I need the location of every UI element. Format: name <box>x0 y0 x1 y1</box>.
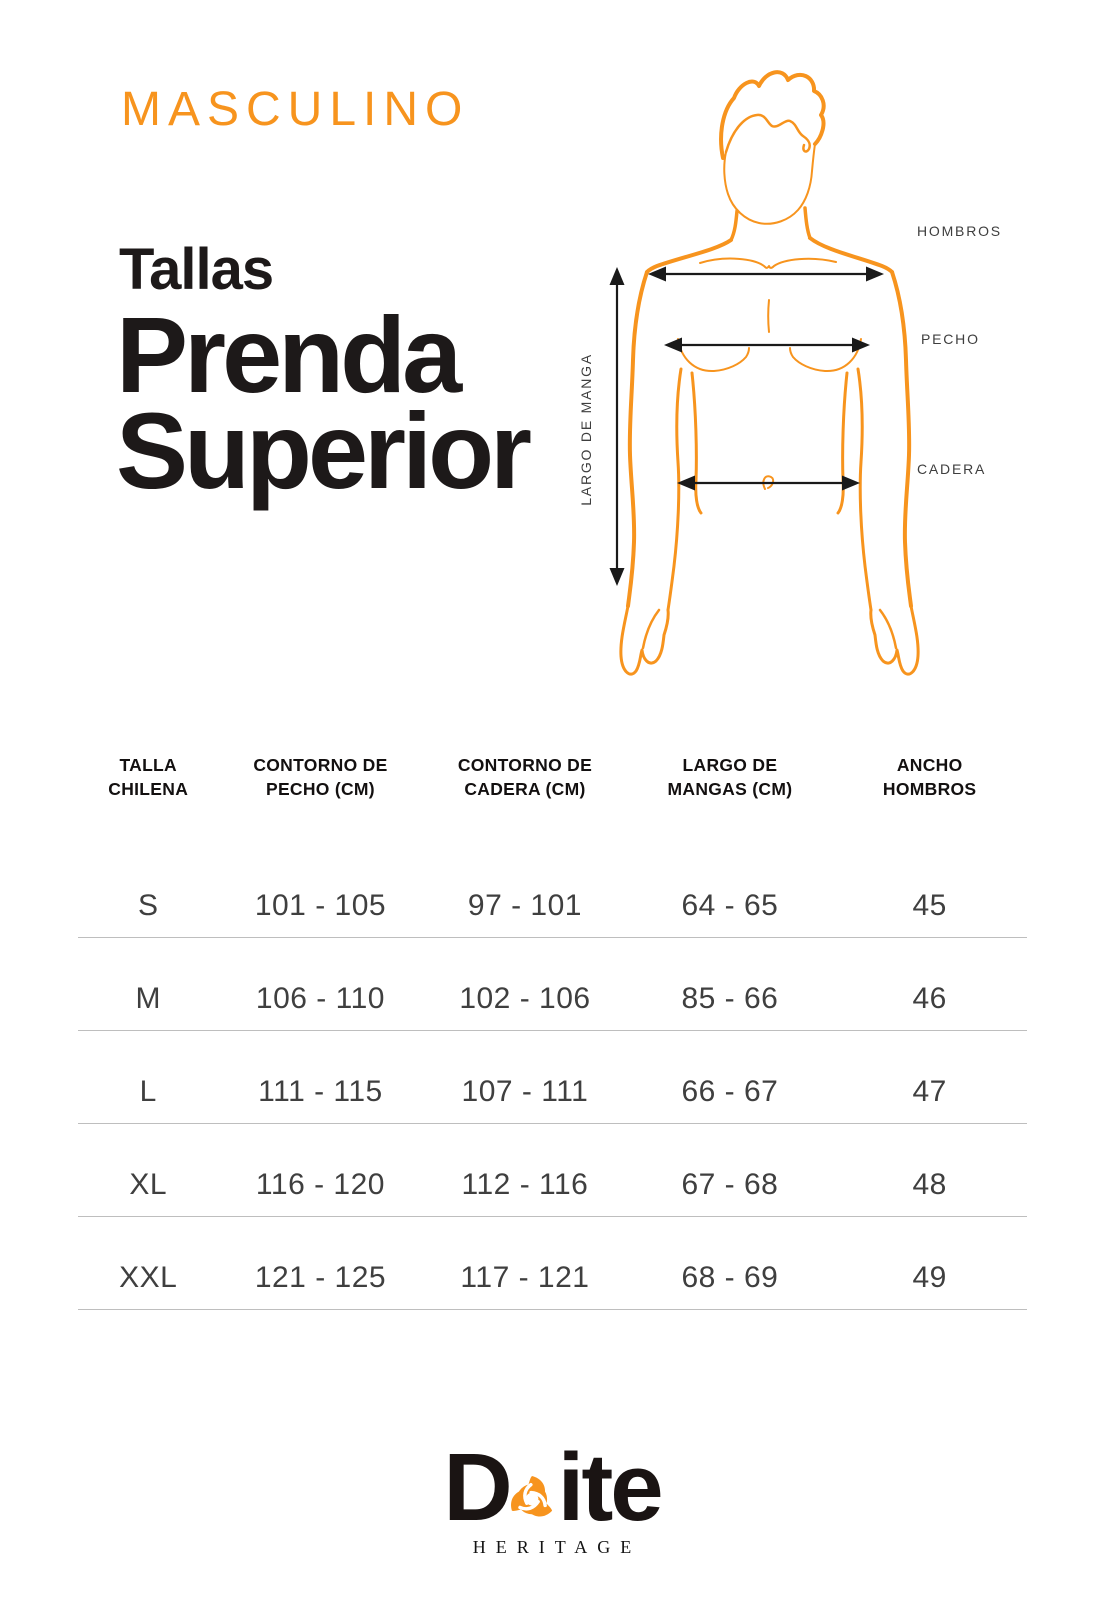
doite-logo <box>443 1434 661 1541</box>
pecho-cell: 116 - 120 <box>255 1168 385 1201</box>
table-body <box>78 845 1027 1310</box>
category-label: MASCULINO <box>121 83 470 136</box>
size-cell: XL <box>129 1168 168 1201</box>
mangas-cell: 85 - 66 <box>681 982 779 1015</box>
mangas-cell: 68 - 69 <box>681 1261 779 1294</box>
size-cell: L <box>139 1075 157 1108</box>
pecho-cell: 111 - 115 <box>258 1075 383 1108</box>
hombros-cell: 49 <box>912 1261 947 1294</box>
table-header-row <box>78 753 1027 801</box>
logo-letters-ite: ite <box>557 1434 661 1541</box>
hombros-cell: 46 <box>912 982 947 1015</box>
column-header-talla: TALLA CHILENA <box>108 755 189 799</box>
size-cell: S <box>137 889 159 922</box>
mangas-cell: 66 - 67 <box>681 1075 779 1108</box>
title-prefix: Tallas <box>119 237 274 302</box>
cadera-cell: 117 - 121 <box>460 1261 590 1294</box>
label-hombros: HOMBROS <box>917 223 1002 239</box>
label-cadera: CADERA <box>917 461 987 477</box>
cadera-cell: 107 - 111 <box>461 1075 589 1108</box>
size-table <box>78 753 1027 1310</box>
table-row-xl <box>78 1124 1027 1217</box>
cadera-cell: 102 - 106 <box>459 982 591 1015</box>
column-header-largo-mangas: LARGO DE MANGAS (CM) <box>667 755 793 799</box>
pecho-cell: 101 - 105 <box>254 889 387 922</box>
doite-swirl-icon <box>503 1469 561 1527</box>
hombros-cell: 45 <box>912 889 947 922</box>
brand-footer <box>0 1434 1104 1557</box>
cadera-cell: 112 - 116 <box>461 1168 589 1201</box>
table-row-s <box>78 845 1027 938</box>
page-title <box>116 294 529 511</box>
heritage-label: HERITAGE <box>472 1537 642 1557</box>
table-row-xxl <box>78 1217 1027 1310</box>
hombros-cell: 47 <box>912 1075 947 1108</box>
label-pecho: PECHO <box>921 331 980 347</box>
mangas-cell: 67 - 68 <box>681 1168 779 1201</box>
male-torso-illustration <box>560 60 1020 710</box>
page-title-line1: Prenda <box>116 294 459 415</box>
table-row-l <box>78 1031 1027 1124</box>
logo-letter-d: D <box>443 1434 510 1541</box>
column-header-contorno-cadera: CONTORNO DE CADERA (CM) <box>457 755 593 799</box>
size-cell: XXL <box>119 1261 178 1294</box>
page-title-line2: Superior <box>116 390 529 511</box>
pecho-cell: 121 - 125 <box>254 1261 387 1294</box>
label-largo-de-manga: LARGO DE MANGA <box>578 353 594 506</box>
pecho-cell: 106 - 110 <box>255 982 385 1015</box>
table-row-m <box>78 938 1027 1031</box>
column-header-ancho-hombros: ANCHO HOMBROS <box>882 755 977 799</box>
measurement-arrows <box>617 274 868 569</box>
hombros-cell: 48 <box>912 1168 947 1201</box>
column-header-contorno-pecho: CONTORNO DE PECHO (CM) <box>253 755 388 799</box>
cadera-cell: 97 - 101 <box>467 889 582 922</box>
mangas-cell: 64 - 65 <box>681 889 779 922</box>
size-cell: M <box>135 982 161 1015</box>
